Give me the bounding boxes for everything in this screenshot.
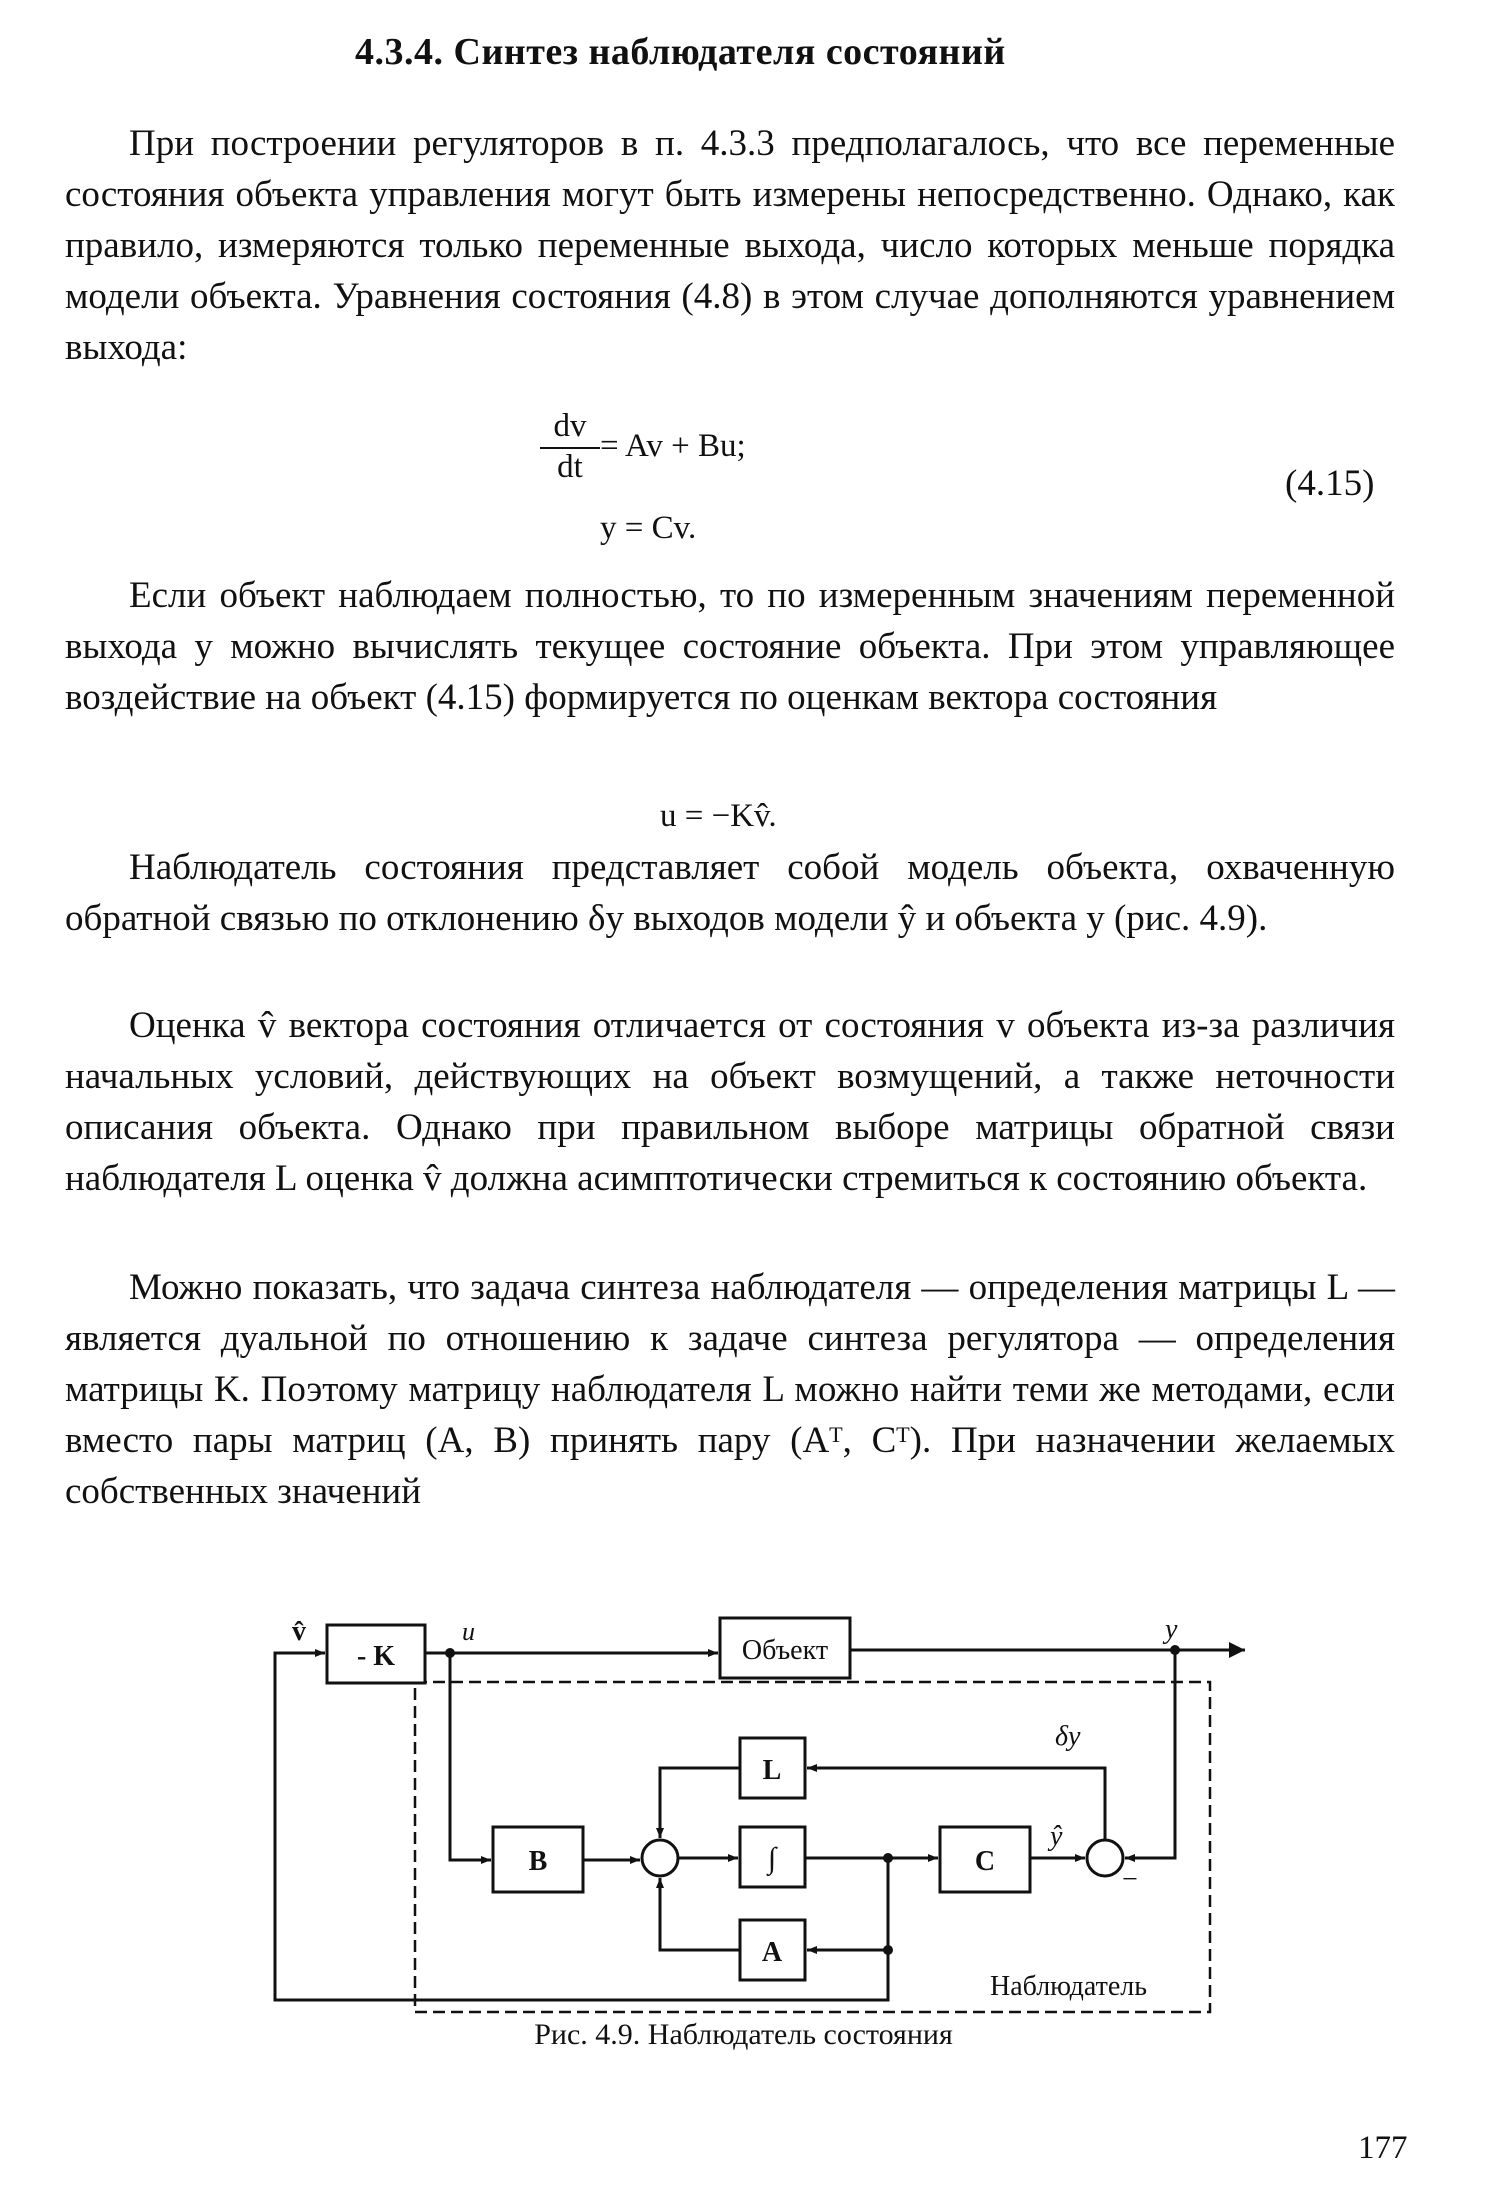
junction-dot-state	[883, 1853, 893, 1863]
paragraph-duality: Можно показать, что задача синтеза наблюдателя — определения матрицы L — является дуальной по отношению к задаче синтеза регулятора — определения матрицы K. Поэтому матрицу наблюдателя L можно найти теми же методами, если вместо пары матриц (A, B) принять пару (Aᵀ, Cᵀ). При назначении желаемых собственных значений	[65, 1267, 1395, 1512]
block-object-label: Объект	[741, 1635, 829, 1666]
block-l	[740, 1738, 805, 1798]
block-a-label: A	[761, 1937, 783, 1968]
block-b-label: B	[528, 1846, 548, 1877]
label-delta-y: δy	[1055, 1721, 1081, 1752]
junction-dot-y	[1170, 1645, 1180, 1655]
block-minus-k	[327, 1625, 425, 1683]
paragraph-observer-model: Наблюдатель состояния представляет собой модель объекта, охваченную обратной связью по отклонению δy выходов модели ŷ и объекта y (рис. 4.9).	[65, 847, 1395, 939]
block-object	[720, 1618, 850, 1678]
block-c-label: C	[974, 1846, 996, 1877]
block-l-label: L	[762, 1755, 782, 1786]
summing-junction-observer	[642, 1840, 678, 1876]
fraction-denominator: dt	[557, 449, 583, 485]
output-equation: y = Cv.	[600, 510, 697, 546]
equation-number: (4.15)	[1285, 463, 1375, 504]
paragraph-observable: Если объект наблюдаем полностью, то по измеренным значениям переменной выхода y можно вычислять текущее состояние объекта. При этом управляющее воздействие на объект (4.15) формируется по оценкам вектора состояния	[65, 575, 1395, 718]
control-law-equation: u = −Kv̂.	[660, 798, 777, 834]
block-integrator	[740, 1827, 805, 1887]
block-a	[740, 1920, 805, 1980]
junction-dot-a	[883, 1945, 893, 1955]
junction-dot-u	[445, 1648, 455, 1658]
block-minus-k-label: - K	[356, 1641, 396, 1672]
block-integrator-label: ∫	[767, 1842, 777, 1875]
block-b	[493, 1827, 583, 1892]
observer-label: Наблюдатель	[990, 1971, 1148, 2002]
state-equation: = Av + Bu;	[600, 428, 746, 464]
label-u: u	[462, 1617, 475, 1646]
figure-caption: Рис. 4.9. Наблюдатель состояния	[534, 2018, 953, 2051]
summing-junction-error	[1087, 1840, 1123, 1876]
paragraph-estimate: Оценка v̂ вектора состояния отличается от состояния v объекта из-за различия начальных условий, действующих на объект возмущений, а также неточности описания объекта. Однако при правильном выборе матрицы обратной связи наблюдателя L оценка v̂ должна асимптотически стремиться к состоянию объекта.	[65, 1005, 1395, 1199]
label-v-hat: v̂	[292, 1616, 306, 1647]
label-minus: −	[1122, 1864, 1138, 1895]
label-y-hat: ŷ	[1050, 1821, 1063, 1852]
section-heading: 4.3.4. Синтез наблюдателя состояний	[355, 31, 1006, 73]
page-number: 177	[1358, 2130, 1408, 2166]
paragraph-intro: При построении регуляторов в п. 4.3.3 предполагалось, что все переменные состояния объекта управления могут быть измерены непосредственно. Однако, как правило, измеряются только переменные выхода, число которых меньше порядка модели объекта. Уравнения состояния (4.8) в этом случае дополняются уравнением выхода:	[65, 123, 1395, 368]
label-y: y	[1165, 1614, 1178, 1645]
fraction-numerator: dv	[540, 408, 600, 449]
block-c	[940, 1827, 1030, 1892]
